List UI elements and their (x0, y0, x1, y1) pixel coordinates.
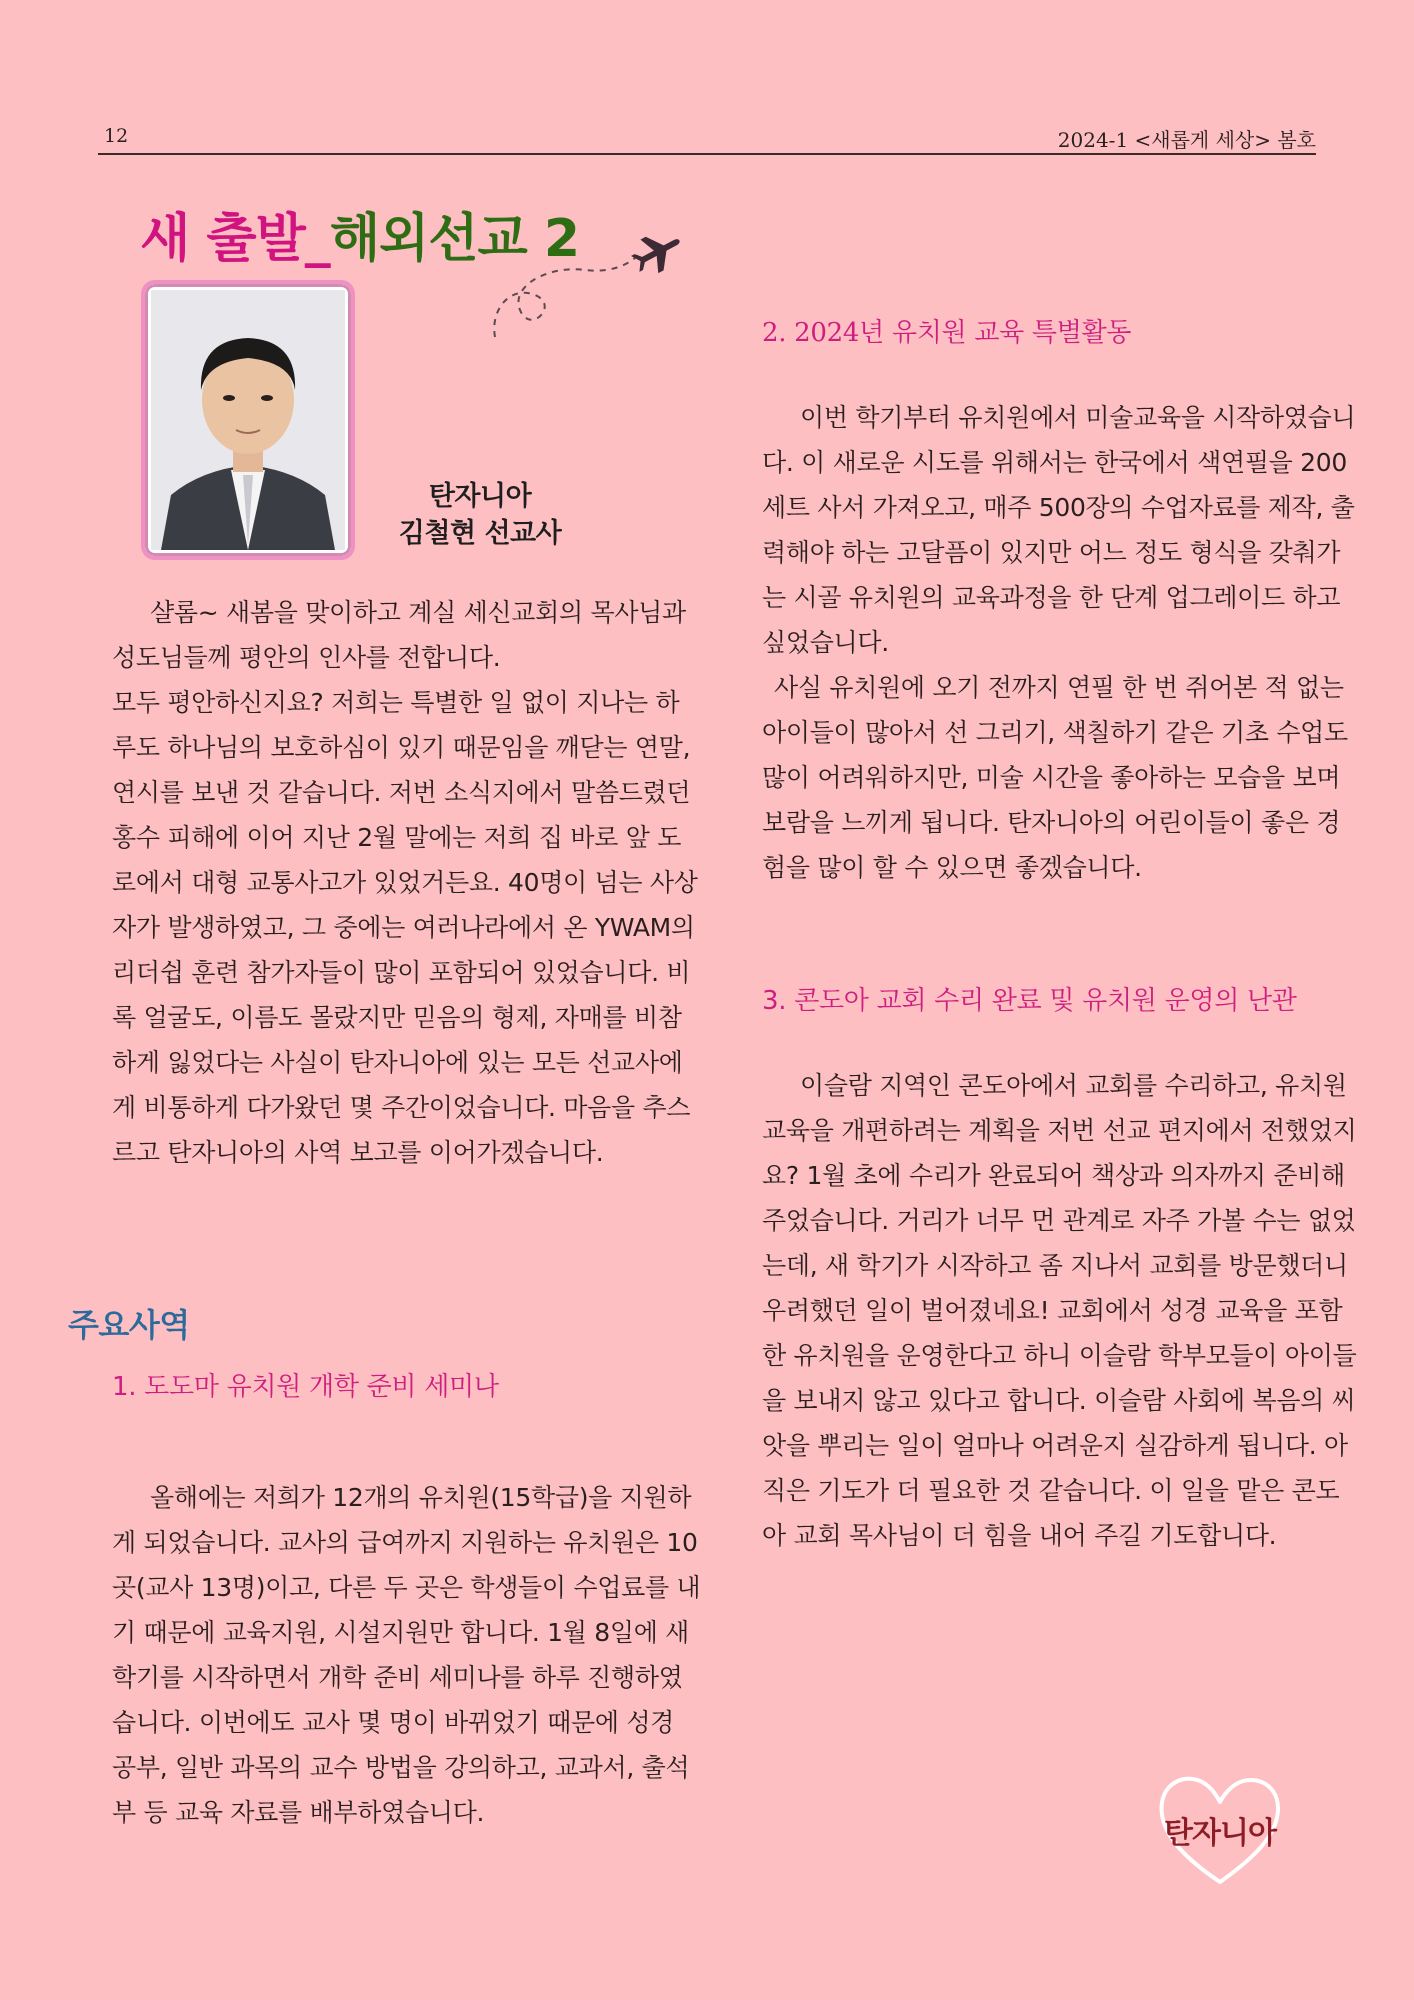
missionary-name: 김철현 선교사 (398, 518, 562, 549)
airplane-icon (490, 225, 700, 345)
item-3-body (762, 1063, 1362, 1558)
item-1-body (112, 1450, 702, 1860)
title-part-2: 해외선교 2 (329, 209, 580, 269)
issue-title: 2024-1 <새롭게 세상> 봄호 (1057, 128, 1316, 152)
section-heading-main-ministry: 주요사역 (68, 1306, 190, 1344)
intro-paragraph-1: 샬롬~ 새봄을 맞이하고 계실 세신교회의 목사님과 성도님들께 평안의 인사를 전합니다. (112, 598, 686, 672)
title-part-1: 새 출발_ (140, 209, 330, 269)
missionary-caption (360, 478, 600, 552)
intro-paragraph-2: 모두 평안하신지요? 저희는 특별한 일 없이 지나는 하루도 하나님의 보호하심이 있기 때문임을 깨닫는 연말, 연시를 보낸 것 같습니다. 저번 소식지에서 말씀드렸던 홍수 피해에 이어 지난 2월 말에는 저희 집 바로 앞 도로에서 대형 교통사고가 있었거든요. 40명이 넘는 사상자가 발생하였고, 그 중에는 여러나라에서 온 YWAM의 리더쉽 훈련 참가자들이 많이 포함되어 있었습니다. 비록 얼굴도, 이름도 몰랐지만 믿음의 형제, 자매를 비참하게 잃었다는 사실이 탄자니아에 있는 모든 선교사에게 비통하게 다가왔던 몇 주간이었습니다. 마음을 추스르고 탄자니아의 사역 보고를 이어가겠습니다. (112, 688, 698, 1167)
item-2-paragraph-1: 이번 학기부터 유치원에서 미술교육을 시작하였습니다. 이 새로운 시도를 위해서는 한국에서 색연필을 200세트 사서 가져오고, 매주 500장의 수업자료를 제작, 출력해야 하는 고달픔이 있지만 어느 정도 형식을 갖춰가는 시골 유치원의 교육과정을 한 단계 업그레이드 하고 싶었습니다. (762, 403, 1356, 657)
missionary-country: 탄자니아 (428, 481, 532, 512)
item-2-body (762, 395, 1362, 890)
subheading-item-2: 2. 2024년 유치원 교육 특별활동 (762, 318, 1132, 348)
item-2-paragraph-2: 사실 유치원에 오기 전까지 연필 한 번 쥐어본 적 없는 아이들이 많아서 선 그리기, 색칠하기 같은 기초 수업도 많이 어려워하지만, 미술 시간을 좋아하는 모습을 보며 보람을 느끼게 됩니다. 탄자니아의 어린이들이 좋은 경험을 많이 할 수 있으면 좋겠습니다. (762, 673, 1348, 882)
subheading-item-3: 3. 콘도아 교회 수리 완료 및 유치원 운영의 난관 (762, 986, 1297, 1016)
page-number: 12 (104, 125, 129, 147)
footer-badge-label: 탄자니아 (1164, 1816, 1276, 1851)
subheading-item-1: 1. 도도마 유치원 개학 준비 세미나 (112, 1372, 499, 1402)
footer-badge (1150, 1760, 1290, 1890)
item-1-paragraph: 올해에는 저희가 12개의 유치원(15학급)을 지원하게 되었습니다. 교사의 급여까지 지원하는 유치원은 10곳(교사 13명)이고, 다른 두 곳은 학생들이 수업료를 내기 때문에 교육지원, 시설지원만 합니다. 1월 8일에 새학기를 시작하면서 개학 준비 세미나를 하루 진행하였습니다. 이번에도 교사 몇 명이 바뀌었기 때문에 성경 공부, 일반 과목의 교수 방법을 강의하고, 교과서, 출석부 등 교육 자료를 배부하였습니다. (112, 1483, 701, 1827)
missionary-photo (141, 280, 355, 560)
item-3-paragraph: 이슬람 지역인 콘도아에서 교회를 수리하고, 유치원 교육을 개편하려는 계획을 저번 선교 편지에서 전했었지요? 1월 초에 수리가 완료되어 책상과 의자까지 준비해 주었습니다. 거리가 너무 먼 관계로 자주 가볼 수는 없었는데, 새 학기가 시작하고 좀 지나서 교회를 방문했더니 우려했던 일이 벌어졌네요! 교회에서 성경 교육을 포함한 유치원을 운영한다고 하니 이슬람 학부모들이 아이들을 보내지 않고 있다고 합니다. 이슬람 사회에 복음의 씨앗을 뿌리는 일이 얼마나 어려운지 실감하게 됩니다. 아직은 기도가 더 필요한 것 같습니다. 이 일을 맡은 콘도아 교회 목사님이 더 힘을 내어 주길 기도합니다. (762, 1071, 1357, 1550)
intro-section (112, 590, 702, 1175)
header-divider (98, 153, 1316, 155)
